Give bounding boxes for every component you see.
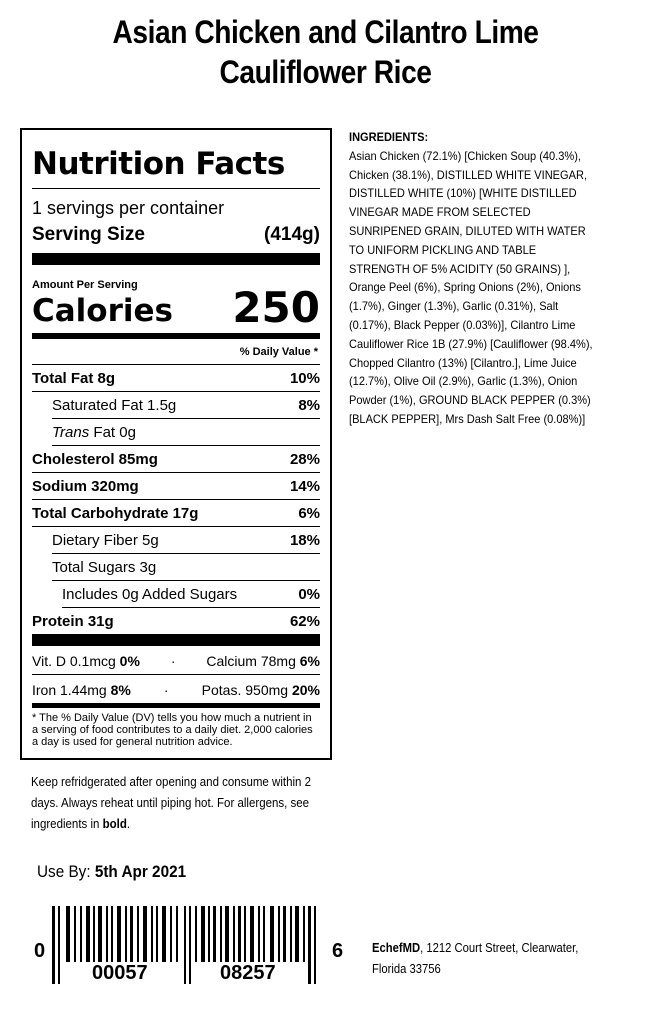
- nutrient-label: [52, 419, 136, 445]
- company-name: EchefMD: [372, 941, 421, 955]
- potassium-label: Potas. 950mg: [201, 682, 289, 698]
- nutrient-row-saturated-fat: [52, 392, 320, 419]
- company-info: [372, 938, 606, 980]
- use-by-date: 5th Apr 2021: [94, 862, 187, 881]
- nutrient-row-trans-fat: [52, 419, 320, 446]
- nutrition-facts-panel: [20, 128, 332, 760]
- barcode-right-group: 08257: [220, 962, 276, 984]
- vitamin-d-pct: 0%: [119, 653, 140, 669]
- nutrient-label: Cholesterol 85mg: [32, 451, 158, 468]
- ingredients-text: Asian Chicken (72.1%) [Chicken Soup (40.3%), Chicken (38.1%), DISTILLED WHITE VINEGAR, DISTILLED WHITE (10%) [WHITE DISTILLED VINEGAR MADE FROM SELECTED SUNRIPENED GRAIN, DILUTED WITH WATER TO UNIFORM PICKLING AND TABLE STRENGTH OF 5% ACIDITY (50 GRAINS) ], Orange Peel (6%), Spring Onions (2%), Onions (1.7%), Ginger (1.3%), Garlic (0.31%), Salt (0.17%), Black Pepper (0.03%)], Cilantro Lime Cauliflower Rice 1B (27.9%) [Cauliflower (98.4%), Chopped Cilantro (13%) [Cilantro.], Lime Juice (12.7%), Olive Oil (2.9%), Garlic (1.3%), Onion Powder (1%), GROUND BLACK PEPPER (0.3%) [BLACK PEPPER], Mrs Dash Salt Free (0.08%)]: [349, 148, 593, 426]
- serving-size-value: (414g): [264, 224, 320, 245]
- barcode: [30, 906, 352, 984]
- use-by: [37, 860, 186, 884]
- nutrient-pct: 6%: [298, 505, 320, 522]
- nutrient-row-sodium: [32, 473, 320, 500]
- barcode-last-digit: 6: [332, 940, 344, 962]
- nutrient-row-total-fat: [32, 365, 320, 392]
- potassium-pct: 20%: [291, 682, 320, 698]
- nutrient-row-dietary-fiber: [52, 527, 320, 554]
- storage-instructions: [31, 772, 325, 835]
- calories-value: 250: [232, 283, 320, 332]
- separator-dot: ·: [170, 653, 176, 669]
- storage-end: .: [126, 817, 131, 831]
- iron-label: Iron 1.44mg: [32, 682, 107, 698]
- ingredients-heading: INGREDIENTS:: [349, 130, 429, 144]
- vitamin-row-2: [32, 675, 320, 703]
- barcode-left-group: 00057: [92, 962, 148, 984]
- storage-bold-word: bold: [102, 817, 127, 831]
- nutrient-pct: 0%: [298, 586, 320, 603]
- barcode-bars: [30, 906, 352, 984]
- nutrient-pct: 8%: [298, 397, 320, 414]
- separator-dot: ·: [163, 682, 169, 698]
- nutrient-pct: 62%: [289, 613, 320, 630]
- product-title-line1: Asian Chicken and Cilantro Lime: [112, 14, 539, 50]
- serving-size-row: [32, 223, 320, 247]
- calcium-pct: 6%: [299, 653, 320, 669]
- calories-row: [32, 285, 320, 331]
- nutrient-row-added-sugars: [62, 581, 320, 608]
- servings-per-container: 1 servings per container: [32, 198, 225, 218]
- thick-divider: [32, 634, 320, 646]
- nutrient-label: Total Fat 8g: [32, 370, 116, 387]
- nutrition-facts-heading: Nutrition Facts: [32, 146, 285, 182]
- nutrient-row-total-carbohydrate: [32, 500, 320, 527]
- vitamin-row-1: [32, 646, 320, 675]
- nutrient-pct: 28%: [289, 451, 320, 468]
- nutrient-label: Saturated Fat 1.5g: [52, 397, 177, 414]
- company-address: , 1212 Court Street, Clearwater, Florida 33756: [372, 941, 579, 976]
- product-title-line2: Cauliflower Rice: [219, 54, 432, 90]
- vitamin-d-label: Vit. D 0.1mcg: [32, 653, 116, 669]
- nutrient-row-protein: [32, 608, 320, 634]
- storage-text: Keep refridgerated after opening and consume within 2 days. Always reheat until piping hot. For allergens, see ingredients in: [31, 775, 312, 831]
- serving-size-label: Serving Size: [32, 224, 145, 245]
- divider: [32, 188, 320, 189]
- nutrient-label: Total Carbohydrate 17g: [32, 505, 199, 522]
- thick-divider: [32, 253, 320, 265]
- trans-italic: Trans: [52, 424, 90, 441]
- product-title: [39, 12, 612, 92]
- nutrient-label: Sodium 320mg: [32, 478, 139, 495]
- nutrient-row-total-sugars: [52, 554, 320, 581]
- nutrient-row-cholesterol: [32, 446, 320, 473]
- calories-label: Calories: [32, 293, 173, 329]
- nutrient-pct: 18%: [289, 532, 320, 549]
- amount-per-serving: Amount Per Serving: [32, 279, 138, 291]
- calcium-label: Calcium 78mg: [206, 653, 296, 669]
- nutrient-label: Includes 0g Added Sugars: [62, 586, 238, 603]
- nutrient-pct: 14%: [289, 478, 320, 495]
- nutrient-label: Dietary Fiber 5g: [52, 532, 159, 549]
- daily-value-header: % Daily Value *: [32, 339, 320, 365]
- nutrient-pct: 10%: [289, 370, 320, 387]
- ingredients-block: [349, 128, 599, 429]
- iron-pct: 8%: [110, 682, 131, 698]
- nutrient-label: Total Sugars 3g: [52, 559, 157, 576]
- trans-rest: Fat 0g: [89, 424, 136, 441]
- daily-value-footnote: * The % Daily Value (DV) tells you how much a nutrient in a serving of food contributes to a daily diet. 2,000 calories a day is used for general nutrition advice.: [32, 712, 313, 748]
- nutrient-label: Protein 31g: [32, 613, 114, 630]
- barcode-first-digit: 0: [34, 940, 46, 962]
- use-by-label: Use By:: [37, 862, 95, 881]
